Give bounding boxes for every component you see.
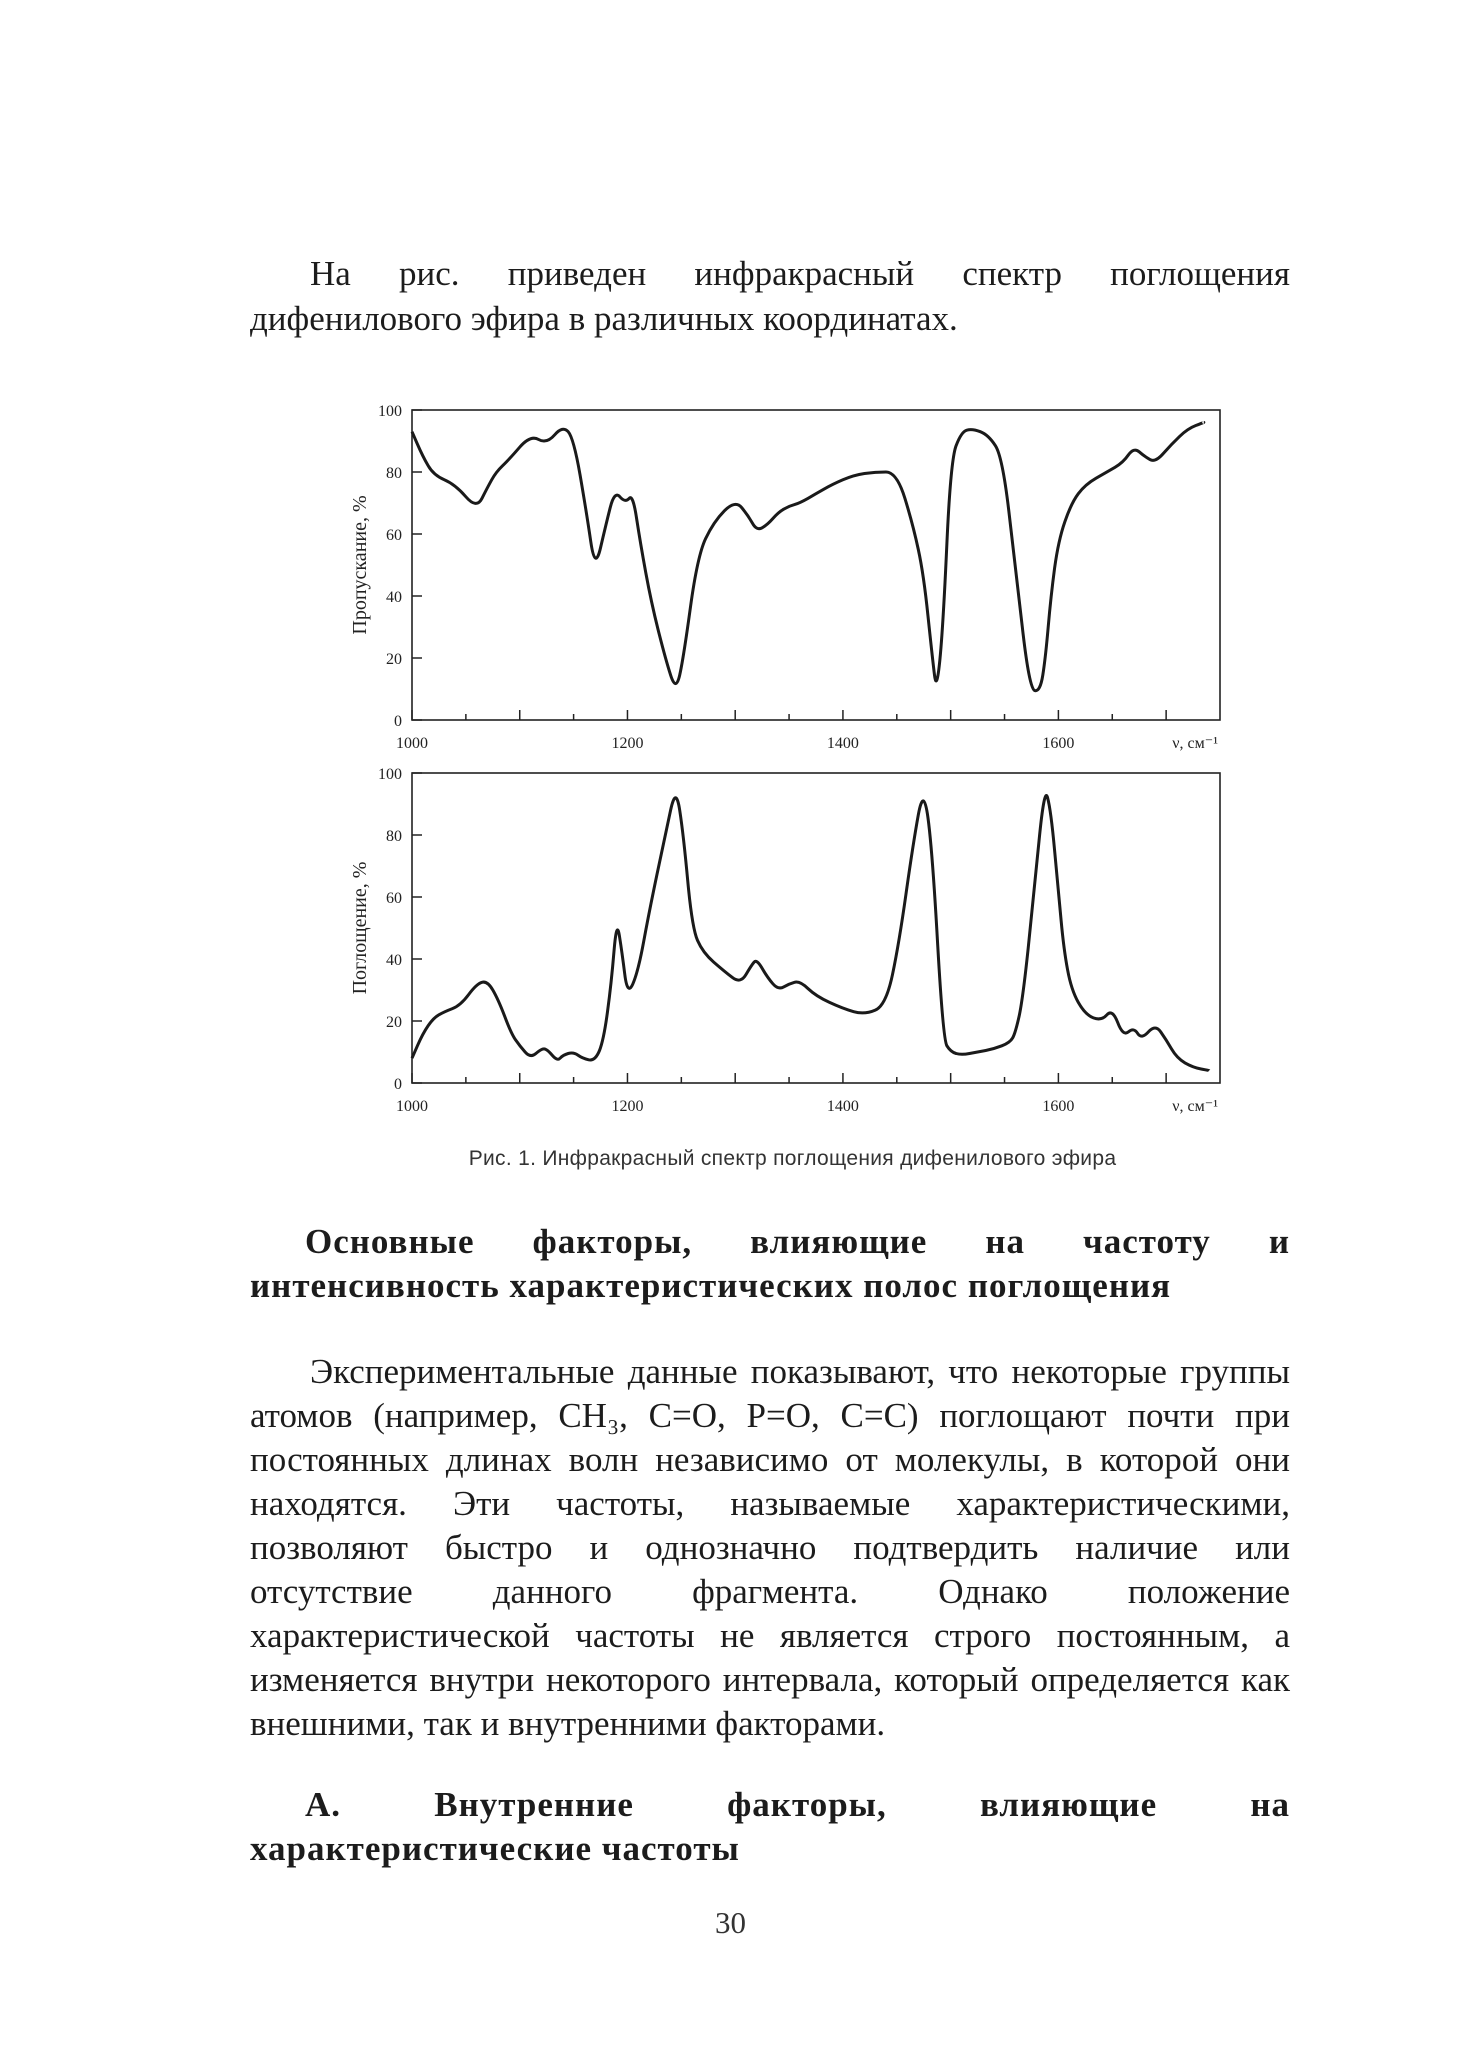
ir-spectrum-charts: [340, 395, 1245, 1140]
spectrum-line: [412, 796, 1209, 1071]
plot-frame: [412, 773, 1220, 1083]
x-axis-label: ν, см⁻¹: [1172, 735, 1218, 752]
y-tick-label: 100: [378, 766, 402, 783]
page-number: 30: [715, 1905, 746, 1940]
y-tick-label: 60: [386, 527, 402, 544]
x-tick-label: 1400: [826, 735, 859, 752]
chart-panel-bottom: [349, 766, 1220, 1115]
y-axis-label: Пропускание, %: [349, 495, 371, 635]
y-tick-label: 40: [386, 589, 402, 606]
y-tick-label: 80: [386, 828, 402, 845]
y-tick-label: 100: [378, 403, 402, 420]
x-tick-label: 1000: [396, 1098, 428, 1115]
ir-spectrum-figure: [340, 395, 1245, 1195]
y-axis-label: Поглощение, %: [349, 861, 371, 995]
x-tick-label: 1600: [1042, 735, 1075, 752]
x-tick-label: 1200: [611, 735, 644, 752]
x-tick-label: 1000: [396, 735, 428, 752]
spectrum-line: [412, 422, 1204, 690]
chart-panel-top: [349, 403, 1220, 752]
y-tick-label: 80: [386, 465, 402, 482]
y-tick-label: 20: [386, 1014, 402, 1031]
x-axis-label: ν, см⁻¹: [1172, 1098, 1218, 1115]
y-tick-label: 40: [386, 952, 402, 969]
y-tick-label: 20: [386, 651, 402, 668]
subsection-heading: А. Внутренние факторы, влияющие на характеристические частоты: [250, 1785, 1290, 1868]
plot-frame: [412, 410, 1220, 720]
x-tick-label: 1200: [611, 1098, 644, 1115]
section-heading: Основные факторы, влияющие на частоту и интенсивность характеристических полос поглощения: [250, 1222, 1290, 1305]
figure-caption: Рис. 1. Инфракрасный спектр поглощения дифенилового эфира: [468, 1147, 1117, 1170]
x-tick-label: 1400: [826, 1098, 859, 1115]
y-tick-label: 0: [394, 1076, 402, 1093]
y-tick-label: 60: [386, 890, 402, 907]
x-tick-label: 1600: [1042, 1098, 1075, 1115]
intro-paragraph: На рис. приведен инфракрасный спектр поглощения дифенилового эфира в различных координатах.: [250, 254, 1290, 338]
body-paragraph: Экспериментальные данные показывают, что некоторые группы атомов (например, CH₃, C=O, P=O, C=C) поглощают почти при постоянных длинах волн независимо от молекулы, в которой они находятся. Эти частоты, называемые характеристическими, позволяют быстро и однозначно подтвердить наличие или отсутствие данного фрагмента. Однако положение характеристической частоты не является строго постоянным, а изменяется внутри некоторого интервала, который определяется как внешними, так и внутренними факторами.: [250, 1352, 1290, 1743]
y-tick-label: 0: [394, 713, 402, 730]
